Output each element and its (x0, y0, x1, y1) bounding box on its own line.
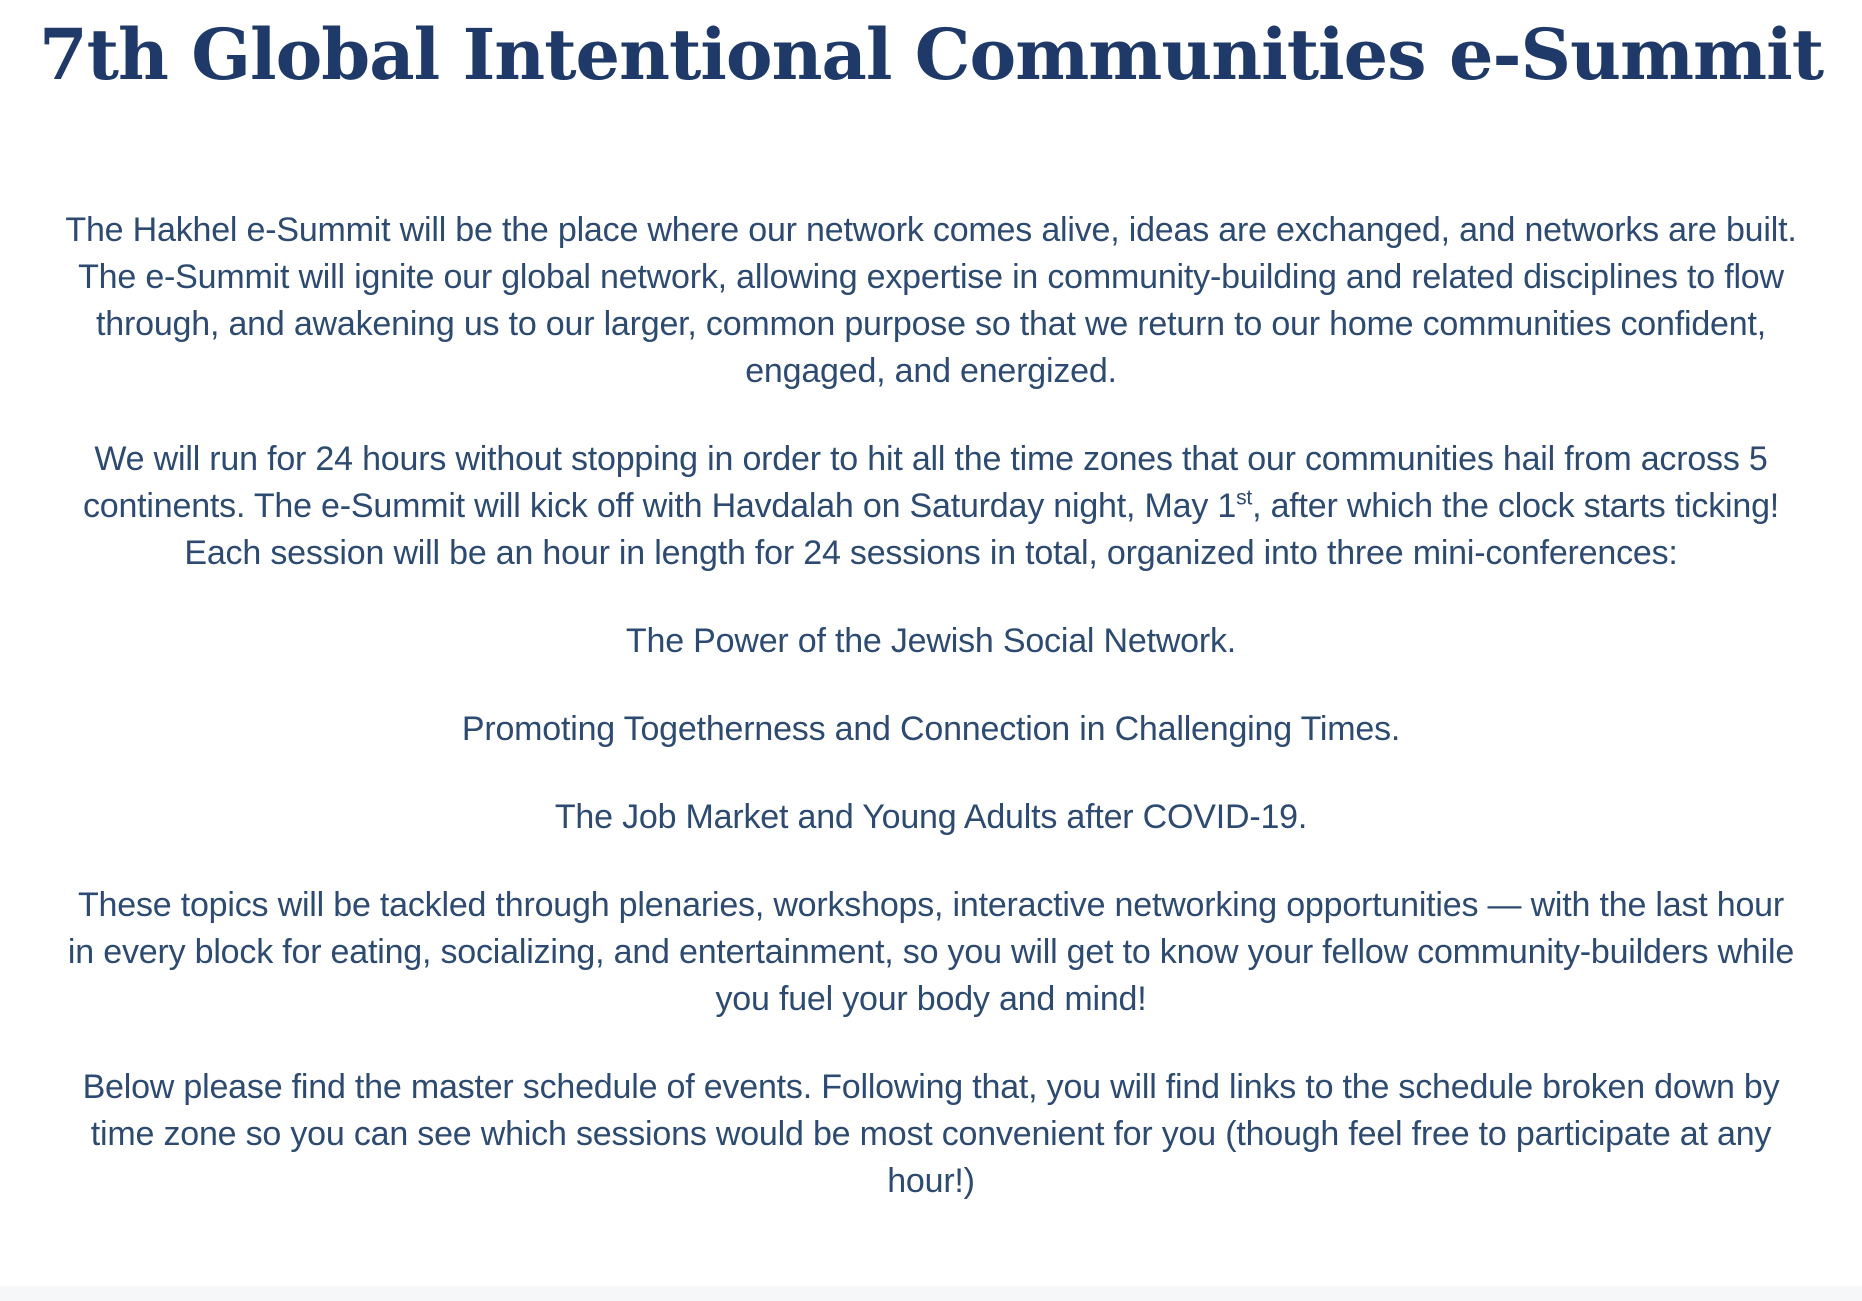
topics-paragraph: These topics will be tackled through plenaries, workshops, interactive networking opportunities — with the last hour in every block for eating, socializing, and entertainment, so you will get to know your fellow community-builders while you fuel your body and mind! (67, 886, 1795, 1018)
schedule-paragraph (61, 436, 1801, 577)
esummit-overview-page (0, 13, 1862, 1301)
below-schedule-paragraph: Below please find the master schedule of events. Following that, you will find links to the schedule broken down by time zone so you can see which sessions would be most convenient for you (though feel free to participate at any hour!) (82, 1068, 1780, 1200)
track-togetherness-connection: Promoting Togetherness and Connection in Challenging Times. (461, 710, 1401, 748)
intro-paragraph: The Hakhel e-Summit will be the place where our network comes alive, ideas are exchanged, and networks are built. The e-Summit will ignite our global network, allowing expertise in community-building and related disciplines to flow through, and awakening us to our larger, common purpose so that we return to our home communities confident, engaged, and energized. (65, 211, 1797, 390)
track-job-market-young-adults: The Job Market and Young Adults after COVID-19. (554, 798, 1308, 836)
schedule-paragraph-start: We will run for 24 hours without stopping in order to hit all the time zones that our communities hail from across 5 continents. The e-Summit will kick off with Havdalah on Saturday night, May 1 (82, 440, 1768, 525)
overview-text-block (31, 207, 1831, 1205)
ordinal-superscript: st (1236, 486, 1253, 510)
page-title: 7th Global Intentional Communities e-Summit (38, 13, 1824, 96)
next-section-top-band (0, 1286, 1862, 1301)
schedule-paragraph-end: , after which the clock starts ticking! Each session will be an hour in length for 24 sessions in total, organized into three mini-conferences: (184, 487, 1780, 572)
track-jewish-social-network: The Power of the Jewish Social Network. (625, 622, 1237, 660)
